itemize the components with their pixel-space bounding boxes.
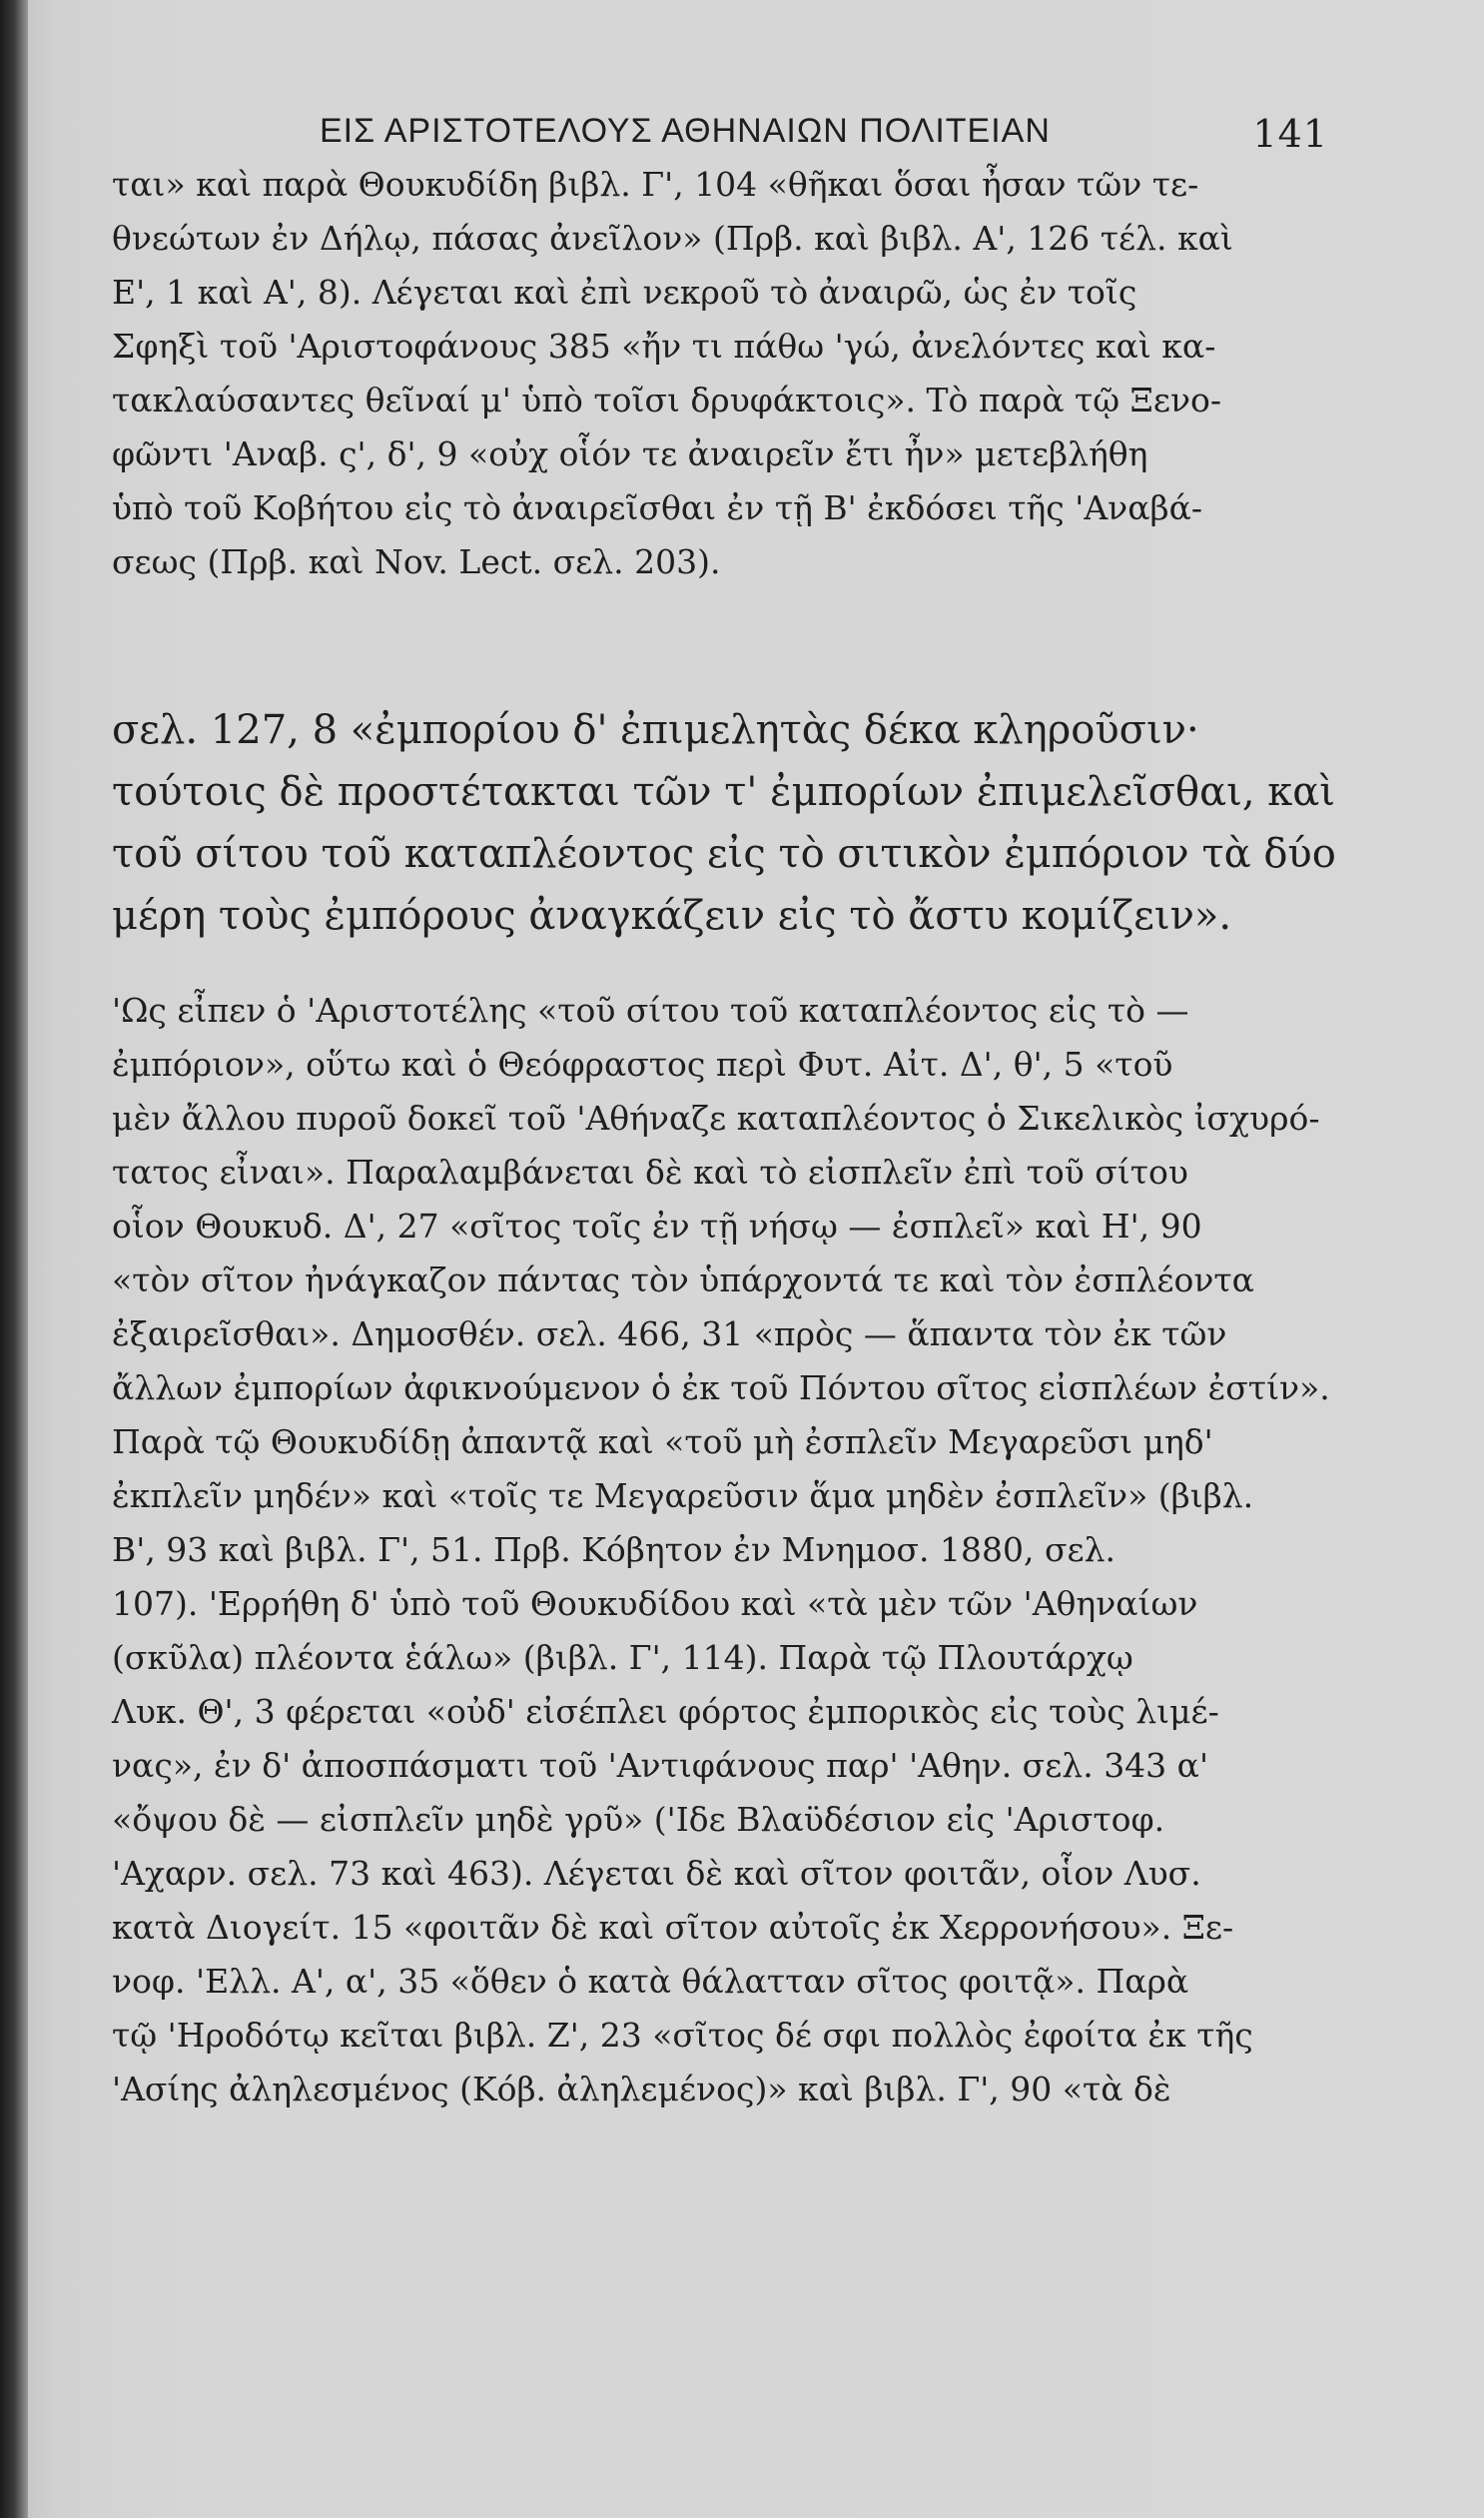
text-line: ἄλλων ἐμπορίων ἀφικνούμενον ὁ ἐκ τοῦ Πόντου σῖτος εἰσπλέων ἐστίν». <box>112 1368 1330 1407</box>
text-line: 107). 'Ερρήθη δ' ὑπὸ τοῦ Θουκυδίδου καὶ «τὰ μὲν τῶν 'Αθηναίων <box>112 1584 1198 1623</box>
text-line: 'Αχαρν. σελ. 73 καὶ 463). Λέγεται δὲ καὶ σῖτον φοιτᾶν, οἷον Λυσ. <box>112 1854 1201 1893</box>
text-line: κατὰ Διογείτ. 15 «φοιτᾶν δὲ καὶ σῖτον αὐτοῖς ἐκ Χερρονήσου». Ξε- <box>112 1908 1234 1947</box>
text-line: μὲν ἄλλου πυροῦ δοκεῖ τοῦ 'Αθήναζε καταπλέοντος ὁ Σικελικὸς ἰσχυρό- <box>112 1099 1320 1138</box>
page-number: 141 <box>1252 112 1328 156</box>
text-line: ται» καὶ παρὰ Θουκυδίδη βιβλ. Γ', 104 «θῆκαι ὅσαι ἦσαν τῶν τε- <box>112 165 1199 204</box>
text-line: Παρὰ τῷ Θουκυδίδῃ ἀπαντᾷ καὶ «τοῦ μὴ ἐσπλεῖν Μεγαρεῦσι μηδ' <box>112 1422 1213 1461</box>
text-line: οἷον Θουκυδ. Δ', 27 «σῖτος τοῖς ἐν τῇ νήσῳ — ἐσπλεῖ» καὶ Η', 90 <box>112 1207 1202 1246</box>
running-header <box>300 112 1328 156</box>
text-line: νας», ἐν δ' ἀποσπάσματι τοῦ 'Αντιφάνους παρ' 'Αθην. σελ. 343 α' <box>112 1746 1209 1785</box>
text-line: ἐμπόριον», οὕτω καὶ ὁ Θεόφραστος περὶ Φυτ. Αἰτ. Δ', θ', 5 «τοῦ <box>112 1045 1173 1084</box>
text-line: «τὸν σῖτον ἠνάγκαζον πάντας τὸν ὑπάρχοντά τε καὶ τὸν ἐσπλέοντα <box>112 1260 1254 1299</box>
text-line: τούτοις δὲ προστέτακται τῶν τ' ἐμπορίων ἐπιμελεῖσθαι, καὶ <box>112 769 1335 815</box>
text-line: 'Ως εἶπεν ὁ 'Αριστοτέλης «τοῦ σίτου τοῦ καταπλέοντος εἰς τὸ — <box>112 991 1189 1030</box>
text-line: Σφηξὶ τοῦ 'Αριστοφάνους 385 «ἤν τι πάθω 'γώ, ἀνελόντες καὶ κα- <box>112 327 1216 366</box>
text-line: τακλαύσαντες θεῖναί μ' ὑπὸ τοῖσι δρυφάκτοις». Τὸ παρὰ τῷ Ξενο- <box>112 381 1222 420</box>
text-line: Ε', 1 καὶ Α', 8). Λέγεται καὶ ἐπὶ νεκροῦ τὸ ἀναιρῶ, ὡς ἐν τοῖς <box>112 273 1137 312</box>
text-line: φῶντι 'Αναβ. ς', δ', 9 «οὐχ οἷόν τε ἀναιρεῖν ἔτι ἦν» μετεβλήθη <box>112 434 1148 473</box>
text-line: (σκῦλα) πλέοντα ἑάλω» (βιβλ. Γ', 114). Παρὰ τῷ Πλουτάρχῳ <box>112 1638 1133 1677</box>
text-line: νοφ. 'Ελλ. Α', α', 35 «ὅθεν ὁ κατὰ θάλατταν σῖτος φοιτᾷ». Παρὰ <box>112 1962 1189 2001</box>
text-line: ἐξαιρεῖσθαι». Δημοσθέν. σελ. 466, 31 «πρὸς — ἅπαντα τὸν ἐκ τῶν <box>112 1314 1227 1353</box>
text-line: θνεώτων ἐν Δήλῳ, πάσας ἀνεῖλον» (Πρβ. καὶ βιβλ. Α', 126 τέλ. καὶ <box>112 219 1233 258</box>
running-title: ΕΙΣ ΑΡΙΣΤΟΤΕΛΟΥΣ ΑΘΗΝΑΙΩΝ ΠΟΛΙΤΕΙΑΝ <box>320 112 1051 150</box>
text-line: Β', 93 καὶ βιβλ. Γ', 51. Πρβ. Κόβητον ἐν Μνημοσ. 1880, σελ. <box>112 1530 1116 1569</box>
text-line: τοῦ σίτου τοῦ καταπλέοντος εἰς τὸ σιτικὸν ἐμπόριον τὰ δύο <box>112 831 1336 877</box>
text-line: «ὄψου δὲ — εἰσπλεῖν μηδὲ γρῦ» ('Ιδε Βλαϋδέσιον εἰς 'Αριστοφ. <box>112 1800 1165 1839</box>
text-line: μέρη τοὺς ἐμπόρους ἀναγκάζειν εἰς τὸ ἄστυ κομίζειν». <box>112 893 1232 939</box>
text-line: Λυκ. Θ', 3 φέρεται «οὐδ' εἰσέπλει φόρτος ἐμπορικὸς εἰς τοὺς λιμέ- <box>112 1692 1219 1731</box>
note-continuation <box>112 158 1362 589</box>
text-line: σελ. 127, 8 «ἐμπορίου δ' ἐπιμελητὰς δέκα κληροῦσιν· <box>112 707 1199 753</box>
book-spine-shadow <box>0 0 28 2518</box>
text-line: ἐκπλεῖν μηδέν» καὶ «τοῖς τε Μεγαρεῦσιν ἅμα μηδὲν ἐσπλεῖν» (βιβλ. <box>112 1476 1254 1515</box>
quoted-passage <box>112 699 1362 947</box>
text-line: ὑπὸ τοῦ Κοβήτου εἰς τὸ ἀναιρεῖσθαι ἐν τῇ Β' ἐκδόσει τῆς 'Αναβά- <box>112 488 1203 527</box>
commentary-note <box>112 984 1362 2116</box>
text-line: 'Ασίης ἀληλεσμένος (Κόβ. ἀληλεμένος)» καὶ βιβλ. Γ', 90 «τὰ δὲ <box>112 2070 1171 2108</box>
text-line: τῷ 'Ηροδότῳ κεῖται βιβλ. Ζ', 23 «σῖτος δέ σφι πολλὸς ἐφοίτα ἐκ τῆς <box>112 2016 1253 2055</box>
text-line: τατος εἶναι». Παραλαμβάνεται δὲ καὶ τὸ εἰσπλεῖν ἐπὶ τοῦ σίτου <box>112 1153 1188 1192</box>
text-line: σεως (Πρβ. καὶ Nov. Lect. σελ. 203). <box>112 542 721 581</box>
